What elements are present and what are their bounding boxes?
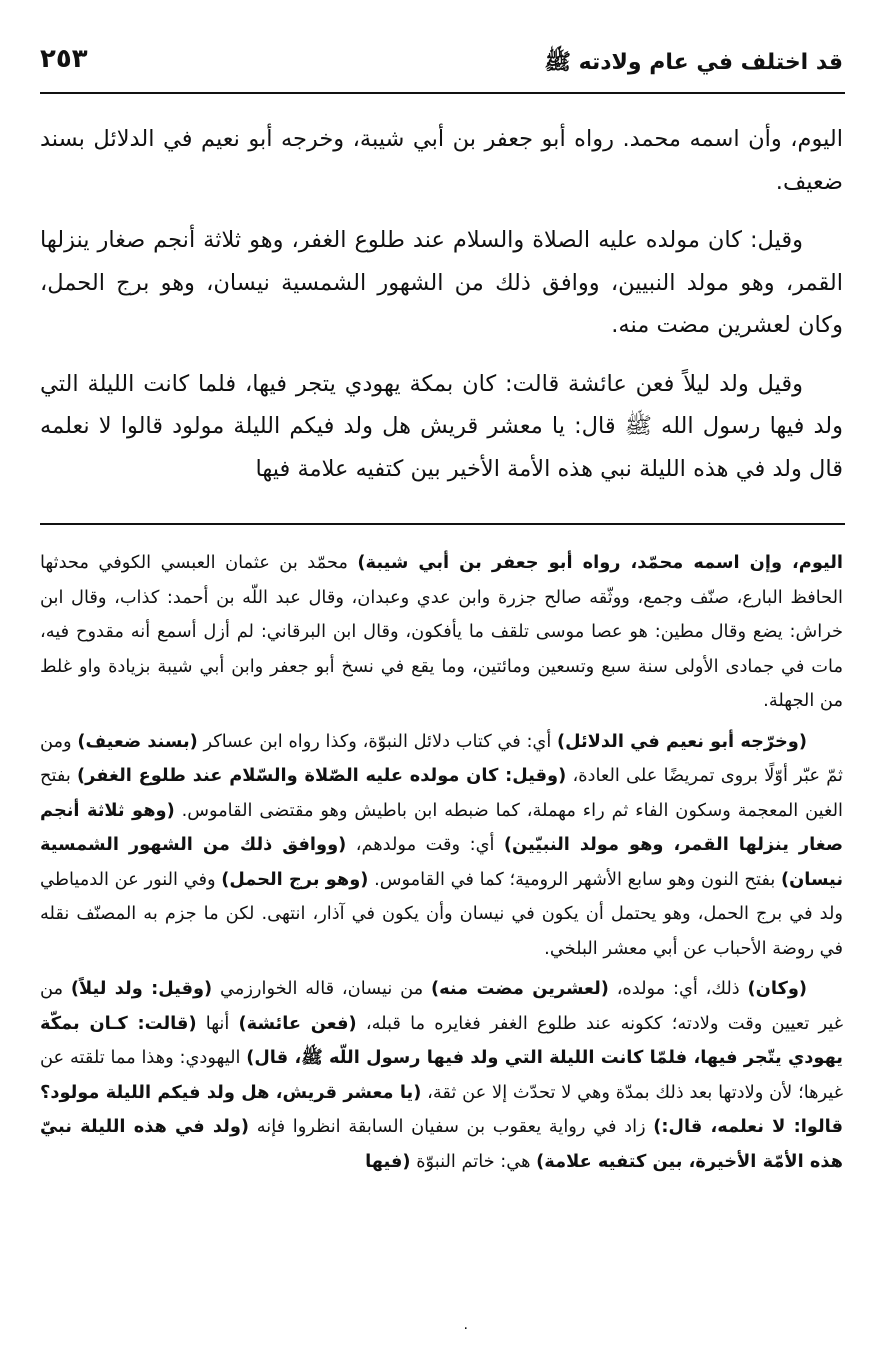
commentary-text: من غير تعيين وقت ولادته؛ ككونه عند طلوع الغفر فغايره ما قبله، (40, 978, 843, 1034)
commentary-paragraph (40, 972, 843, 1179)
commentary-text: أنها (196, 1012, 239, 1034)
quoted-text: (قالت: كـان بمكّة يهودي يتّجر فيها، فلمّا كانت الليلة التي ولد فيها رسول اللّه ﷺ، قال) (40, 1012, 843, 1068)
page-number: ٢٥٣ (40, 44, 88, 74)
quoted-text: (لعشرين مضت منه) (431, 978, 609, 999)
quoted-text: (فعن عائشة) (238, 1012, 357, 1034)
quoted-text: (ووافق ذلك من الشهور الشمسية نيسان) (40, 834, 843, 890)
quoted-text: اليوم، وإن اسمه محمّد، رواه أبو جعفر بن أبي شيبة) (357, 552, 844, 573)
page-header (40, 40, 843, 88)
commentary-paragraph (40, 725, 843, 967)
commentary-text: بفتح الغين المعجمة وسكون الفاء ثم راء مهملة، كما ضبطه ابن باطيش وهو مقتضى القاموس. (40, 765, 843, 821)
quoted-text: (وقيل: ولد ليلاً) (70, 978, 213, 999)
commentary-paragraph (40, 546, 843, 719)
main-paragraph: اليوم، وأن اسمه محمد. رواه أبو جعفر بن أبي شيبة، وخرجه أبو نعيم في الدلائل بسند ضعيف. (40, 126, 843, 195)
commentary (40, 546, 843, 1185)
commentary-text: من نيسان، قاله الخوارزمي (212, 978, 431, 999)
quoted-text: (فيها (365, 1150, 411, 1172)
quoted-text: (وهو برج الحمل) (221, 868, 369, 890)
commentary-text: هي: خاتم النبوّة (410, 1150, 537, 1172)
commentary-text: وفي النور عن الدمياطي ولد في برج الحمل، وهو يحتمل أن يكون في نيسان وأن يكون في آذار، انتهى. لكن ما جزم به المصنّف نقله في روضة الأحباب عن أبي معشر البلخي. (40, 868, 843, 959)
quoted-text: (ولد في هذه الليلة نبيّ هذه الأمّة الأخيرة، بين كتفيه علامة) (40, 1116, 843, 1172)
commentary-text: زاد في رواية يعقوب بن سفيان السابقة انظروا فإنه (249, 1116, 654, 1137)
quoted-text: (وكان) (747, 978, 808, 999)
quoted-text: (وقيل: كان مولده عليه الصّلاة والسّلام عند طلوع الغفر) (77, 765, 567, 786)
commentary-text: اليهودي: وهذا مما تلقته عن غيرها؛ لأن ولادتها بعد ذلك بمدّة وهي لا تحدّث إلا عن ثقة، (40, 1047, 843, 1103)
quoted-text: (وهو ثلاثة أنجم صغار ينزلها القمر، وهو مولد النبيّين) (40, 799, 843, 855)
commentary-text: أي: في كتاب دلائل النبوّة، وكذا رواه ابن عساكر (197, 730, 557, 752)
quoted-text: (يا معشر قريش، هل ولد فيكم الليلة مولود؟ قالوا: لا نعلمه، قال:) (40, 1081, 843, 1137)
footnote-divider (40, 523, 845, 525)
running-title: قد اختلف في عام ولادته ﷺ (544, 50, 843, 75)
page-mark: ٠ (462, 1320, 470, 1336)
quoted-text: (وخرّجه أبو نعيم في الدلائل) (556, 730, 807, 752)
main-paragraph: وقيل: كان مولده عليه الصلاة والسلام عند طلوع الغفر، وهو ثلاثة أنجم صغار ينزلها القمر، وهو مولد النبيين، ووافق ذلك من الشهور الشمسية نيسان، وهو برج الحمل، وكان لعشرين مضت منه. (40, 227, 843, 338)
commentary-text: بفتح النون وهو سابع الأشهر الرومية؛ كما في القاموس. (368, 868, 781, 890)
quoted-text: (بسند ضعيف) (77, 730, 198, 752)
main-text (40, 118, 843, 506)
commentary-text: ومن ثمّ عبّر أوّلًا بروى تمريضًا على العادة، (40, 730, 843, 786)
commentary-text: محمّد بن عثمان العبسي الكوفي محدثها الحافظ البارع، صنّف وجمع، ووثّقه صالح جزرة وابن عدي وعبدان، وقال عبد اللّه بن أحمد: كذاب، وقال ابن خراش: يضع وقال مطين: هو عصا موسى تلقف ما يأفكون، وقال ابن البرقاني: لم أزل أسمع أنه مقدوح فيه، مات في جمادى الأولى سنة سبع وتسعين ومائتين، وما يقع في نسخ أبو جعفر وابن أبي شيبة بزيادة واو غلط من الجهلة. (40, 552, 843, 711)
commentary-text: أي: وقت مولدهم، (346, 834, 504, 855)
main-paragraph: وقيل ولد ليلاً فعن عائشة قالت: كان بمكة يهودي يتجر فيها، فلما كانت الليلة التي ولد فيها رسول الله ﷺ قال: يا معشر قريش هل ولد فيكم الليلة مولود قالوا لا نعلمه قال ولد في هذه الليلة نبي هذه الأمة الأخير بين كتفيه علامة فيها (40, 370, 843, 482)
header-divider (40, 92, 845, 94)
commentary-text: ذلك، أي: مولده، (608, 978, 748, 999)
